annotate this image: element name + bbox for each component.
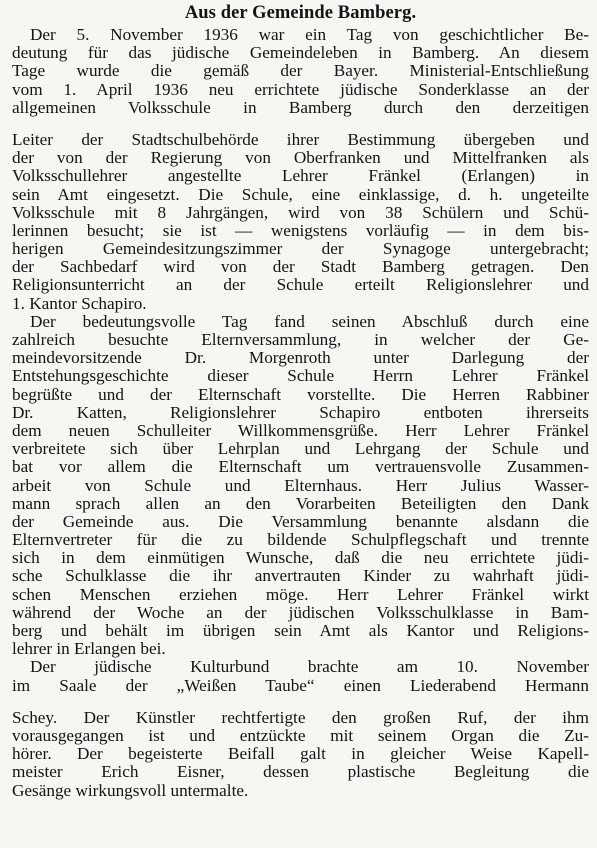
text-line: Religionsunterricht an der Schule erteilt Religionslehrer und <box>12 275 589 295</box>
text-line: meindevorsitzende Dr. Morgenroth unter Darlegung der <box>12 348 589 368</box>
column-break-gap <box>12 117 589 131</box>
text-line: begrüßte und der Elternschaft vorstellte. Die Herren Rabbiner <box>12 384 589 404</box>
text-line: 1. Kantor Schapiro. <box>12 293 147 313</box>
text-line: Der jüdische Kulturbund brachte am 10. November <box>30 657 589 677</box>
text-line: Tage wurde die gemäß der Bayer. Ministerial-Entschließung <box>12 61 589 81</box>
text-line: meister Erich Eisner, dessen plastische Begleitung die <box>12 762 589 782</box>
text-line: Der bedeutungsvolle Tag fand seinen Abschluß durch eine <box>30 311 589 331</box>
text-line: Der 5. November 1936 war ein Tag von geschichtlicher Be- <box>30 25 589 44</box>
text-line: arbeit von Schule und Elternhaus. Herr Julius Wasser- <box>12 475 589 495</box>
text-line: lehrer in Erlangen bei. <box>12 639 166 659</box>
text-line: allgemeinen Volksschule in Bamberg durch den derzeitigen <box>12 97 589 117</box>
text-line: vorausgegangen ist und entzückte mit seinem Organ die Zu- <box>12 725 589 745</box>
column-break-gap <box>12 695 589 709</box>
text-line: schen Menschen erziehen möge. Herr Lehrer Fränkel wirkt <box>12 584 589 604</box>
text-line: deutung für das jüdische Gemeindeleben in Bamberg. An diesem <box>12 43 589 63</box>
text-line: bat vor allem die Elternschaft um vertrauensvolle Zusammen- <box>12 457 589 477</box>
text-line: verbreitete sich über Lehrplan und Lehrgang der Schule und <box>12 439 589 459</box>
text-line: der Sachbedarf wird von der Stadt Bamberg getragen. Den <box>12 257 589 277</box>
text-line: Schey. Der Künstler rechtfertigte den großen Ruf, der ihm <box>12 707 589 727</box>
text-line: Gesänge wirkungsvoll untermalte. <box>12 780 249 800</box>
text-line: hörer. Der begeisterte Beifall galt in gleicher Weise Kapell- <box>12 744 589 764</box>
text-line: dem neuen Schulleiter Willkommensgrüße. Herr Lehrer Fränkel <box>12 420 589 440</box>
paragraph-block-2 <box>12 131 589 695</box>
text-line: Volksschule mit 8 Jahrgängen, wird von 38 Schülern und Schü- <box>12 202 589 222</box>
text-line: Dr. Katten, Religionslehrer Schapiro entboten ihrerseits <box>12 402 589 422</box>
text-line: lerinnen besucht; sie ist — wenigstens vorläufig — in dem bis- <box>12 220 589 240</box>
text-line: sein Amt eingesetzt. Die Schule, eine einklassige, d. h. ungeteilte <box>12 184 589 204</box>
text-line: sche Schulklasse die ihr anvertrauten Kinder zu wahrhaft jüdi- <box>12 566 589 586</box>
text-line: berg und behält im übrigen sein Amt als Kantor und Religions- <box>12 621 589 640</box>
text-line: der Gemeinde aus. Die Versammlung benannte alsdann die <box>12 511 589 531</box>
text-line: während der Woche an der jüdischen Volksschulklasse in Bam- <box>12 602 589 622</box>
text-line: der von der Regierung von Oberfranken und Mittelfranken als <box>12 148 589 168</box>
paragraph-block-3 <box>12 709 589 800</box>
text-line: Volksschullehrer angestellte Lehrer Fränkel (Erlangen) in <box>12 166 589 186</box>
text-line: vom 1. April 1936 neu errichtete jüdische Sonderklasse an der <box>12 79 589 99</box>
text-line: Elternvertreter für die zu bildende Schulpflegschaft und trennte <box>12 530 589 550</box>
text-line: zahlreich besuchte Elternversammlung, in welcher der Ge- <box>12 330 589 349</box>
text-line: im Saale der „Weißen Taube“ einen Liederabend Hermann <box>12 675 589 695</box>
article-title: Aus der Gemeinde Bamberg. <box>184 3 417 23</box>
text-line: mann sprach allen an den Vorarbeiten Beteiligten den Dank <box>12 493 589 513</box>
text-line: Leiter der Stadtschulbehörde ihrer Bestimmung übergeben und <box>12 129 589 149</box>
text-line: sich in dem einmütigen Wunsche, daß die neu errichtete jüdi- <box>12 548 589 568</box>
text-line: herigen Gemeindesitzungszimmer der Synagoge untergebracht; <box>12 239 589 259</box>
text-line: Entstehungsgeschichte dieser Schule Herrn Lehrer Fränkel <box>12 366 589 386</box>
paragraph-block-1 <box>12 26 589 117</box>
